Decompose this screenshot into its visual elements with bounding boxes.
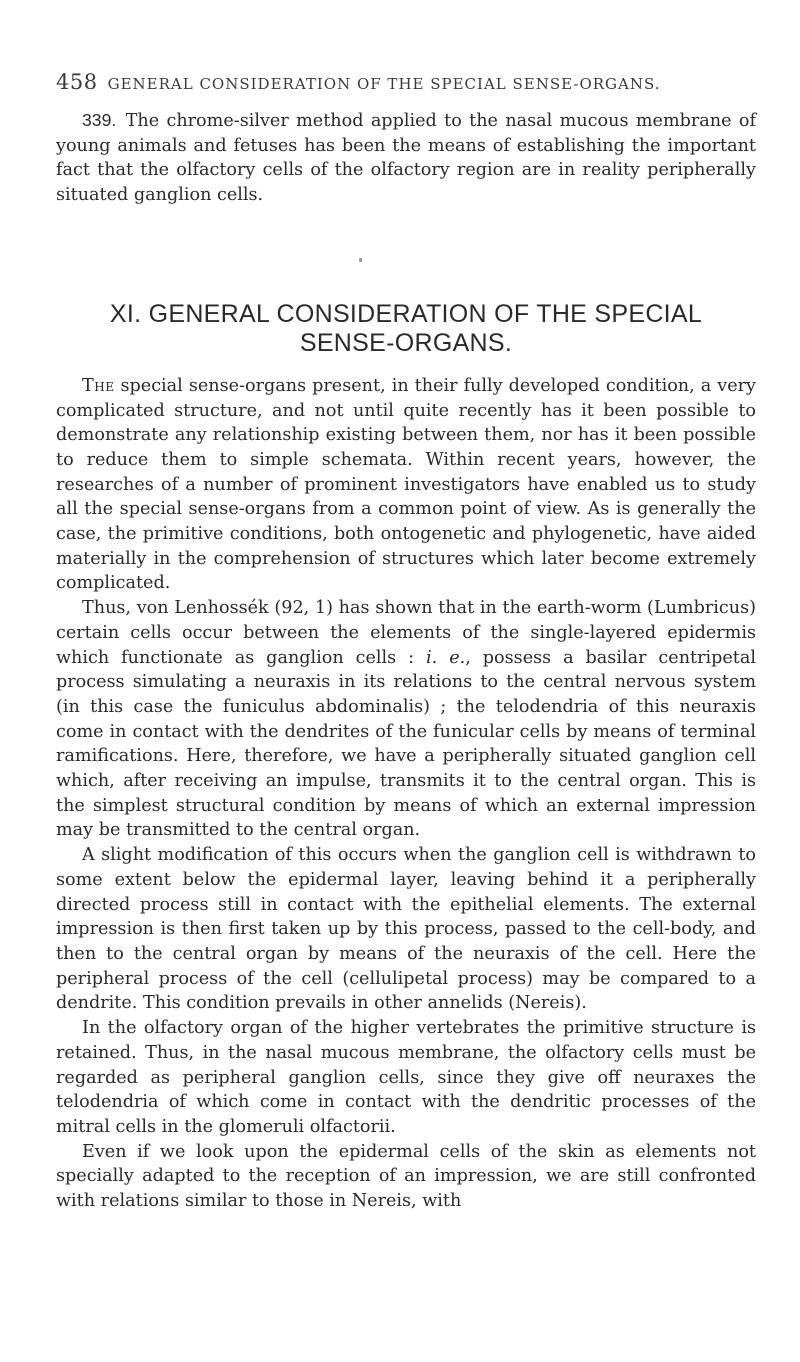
paragraph-modification [56, 843, 756, 1016]
paragraph-intro [56, 374, 756, 596]
paragraph-epidermal-text: Even if we look upon the epidermal cells of the skin as elements not specially adapted to the reception of an impression, we are still confronted with relations similar to those in Nereis, with [56, 1141, 756, 1212]
paragraph-lumbricus-text-a: Thus, von Lenhossék (92, 1) has shown that in the earth-worm (Lumbricus) certain cells occur between the elements of the single-layered epidermis which functionate as ganglion cells : [56, 598, 756, 668]
paragraph-epidermal [56, 1140, 756, 1214]
paragraph-lumbricus-text-b: , possess a basilar centripetal process simulating a neuraxis in its relations to the central nervous system (in this case the funiculus abdominalis) ; the telodendria of this neuraxis come in contact with the dendrites of the funicular cells by means of terminal ramifications. Here, therefore, we have a peripherally situated ganglion cell which, after receiving an impulse, transmits it to the central organ. This is the simplest structural condition by means of which an external impression may be transmitted to the central organ. [56, 647, 756, 841]
paragraph-339 [56, 108, 756, 208]
section-heading [56, 300, 756, 358]
page-number: 458 [56, 70, 98, 94]
paragraph-lumbricus [56, 596, 756, 843]
book-page [56, 70, 756, 1214]
paragraph-olfactory [56, 1016, 756, 1140]
running-head-title: GENERAL CONSIDERATION OF THE SPECIAL SENSE-ORGANS. [107, 75, 661, 93]
paragraph-lumbricus-ie: i. e. [426, 647, 466, 668]
paragraph-number: 339. [82, 110, 117, 130]
paragraph-intro-text: special sense-organs present, in their fully developed condition, a very complicated structure, and not until quite recently has it been possible to demonstrate any relationship existing between them, nor has it been possible to reduce them to simple schemata. Within recent years, however, the researches of a number of prominent investigators have enabled us to study all the special sense-organs from a common point of view. As is generally the case, the primitive conditions, both ontogenetic and phylogenetic, have aided materially in the comprehension of structures which later become extremely complicated. [56, 375, 756, 594]
printer-speck-mark [359, 258, 362, 262]
section-heading-line-2: SENSE-ORGANS. [299, 328, 513, 357]
paragraph-lead-word: The [82, 375, 115, 396]
running-head [56, 70, 756, 94]
paragraph-modification-text: A slight modification of this occurs when the ganglion cell is withdrawn to some extent below the epidermal layer, leaving behind it a peripherally directed process still in contact with the epithelial elements. The external impression is then first taken up by this process, passed to the cell-body, and then to the central organ by means of the neuraxis of the cell. Here the peripheral process of the cell (cellulipetal process) may be compared to a dendrite. This condition prevails in other annelids (Nereis). [56, 845, 756, 1014]
paragraph-339-text: The chrome-silver method applied to the nasal mucous membrane of young animals and fetuses has been the means of establishing the important fact that the olfactory cells of the olfactory region are in reality peripherally situated ganglion cells. [56, 111, 756, 206]
paragraph-olfactory-text: In the olfactory organ of the higher vertebrates the primitive structure is retained. Thus, in the nasal mucous membrane, the olfactory cells must be regarded as peripheral ganglion cells, since they give off neuraxes the telodendria of which come in contact with the dendritic processes of the mitral cells in the glomeruli olfactorii. [56, 1018, 756, 1137]
section-separator [56, 208, 756, 300]
section-heading-line-1: XI. GENERAL CONSIDERATION OF THE SPECIAL [109, 299, 703, 328]
